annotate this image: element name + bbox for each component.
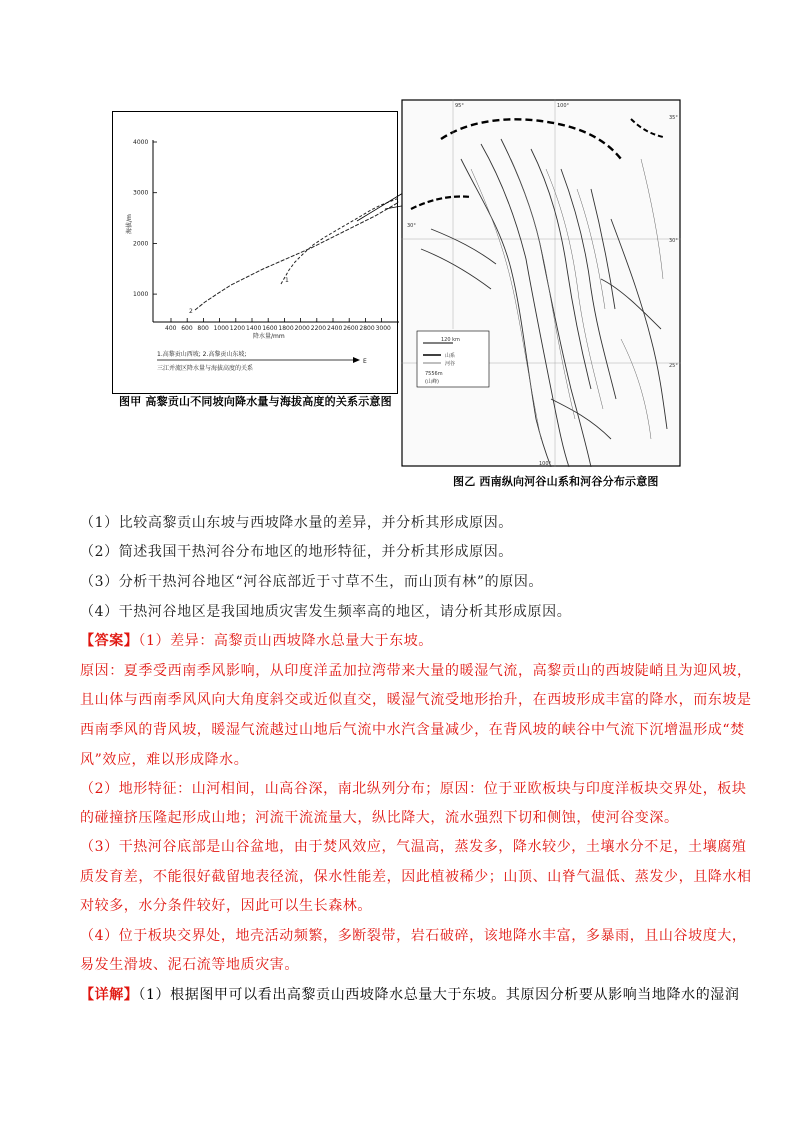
question-3: （3）分析干热河谷地区“河谷底部近于寸草不生，而山顶有林”的原因。 [80,574,544,590]
answer-line: 对较多，水分条件较好，因此可以生长森林。 [80,898,372,914]
detail-line [80,985,740,1005]
map-lon-100: 100° [557,103,570,109]
x-tick-group [165,318,391,332]
question-1: （1）比较高黎贡山东坡与西坡降水量的差异，并分析其形成原因。 [80,515,513,531]
answer-line: 质发育差，不能很好截留地表径流，保水性能差，因此植被稀少；山顶、山脊气温低、蒸发少，且降水相 [80,869,752,885]
detail-text: （1）根据图甲可以看出高黎贡山西坡降水总量大于东坡。其原因分析要从影响当地降水的湿润 [138,987,740,1003]
x-tick-label: 1400 [246,325,262,332]
x-tick-label: 2200 [310,325,327,332]
map-svg [401,99,681,467]
map-lon-95: 95° [455,103,464,109]
answer-line: 风”效应，难以形成降水。 [80,752,249,768]
x-tick-label: 2400 [327,325,343,332]
legend-mountain: 山系 [445,353,456,359]
footnote: 三江并流区降水量与海拔高度的关系 [157,365,254,372]
x-tick-label: 3000 [375,325,391,332]
answer-line: 且山体与西南季风风向大角度斜交或近似直交，暖湿气流受地形抬升，在西坡形成丰富的降水，而东坡是 [80,692,752,708]
map-lat-35: 35° [669,115,678,121]
map-lat-25: 25° [669,363,678,369]
answer-first-line: （1）差异：高黎贡山西坡降水总量大于东坡。 [138,633,433,649]
answer-line: 西南季风的背风坡，暖湿气流越过山地后气流中水汽含量减少，在背风坡的峡谷中气流下沉增温形成“焚 [80,722,745,738]
x-tick-label: 1600 [262,325,278,332]
x-tick-label: 2000 [294,325,310,332]
legend-valley: 河谷 [445,361,456,367]
map-frame [402,100,680,466]
x-tick-label: 1800 [278,325,294,332]
answer-line: （4）位于板块交界处，地壳活动频繁，多断裂带，岩石破碎，该地降水丰富，多暴雨，且山谷坡度大， [80,928,747,944]
figure-a-chart [113,112,399,395]
scale-label: 120 km [441,337,460,343]
x-axis-label: 降水量/mm [253,333,285,340]
x-tick-label: 1200 [229,325,246,332]
answer-line: （3）干热河谷底部是山谷盆地，由于焚风效应，气温高，蒸发多，降水较少，土壤水分不足，土壤腐殖 [80,839,747,855]
x-tick-label: 800 [197,325,209,332]
legend-peak-value: 7556m [425,371,443,377]
y-tick-label: 4000 [133,139,149,146]
curve-2-label: 2 [189,308,193,315]
map-lon-100-bottom: 100° [539,461,552,467]
detail-tag: 【详解】 [80,987,139,1003]
answer-line: 易发生滑坡、泥石流等地质灾害。 [80,957,299,973]
question-2: （2）简述我国干热河谷分布地区的地形特征，并分析其形成原因。 [80,544,513,560]
legend-peak-name: (山峰) [425,379,439,385]
question-4: （4）干热河谷地区是我国地质灾害发生频率高的地区，请分析其形成原因。 [80,604,572,620]
y-tick-label: 3000 [133,189,149,197]
y-tick-label: 1000 [133,291,149,299]
map-lat-30: 30° [669,238,678,244]
answer-line: 的碰撞挤压隆起形成山地；河流干流流量大，纵比降大，流水强烈下切和侧蚀，使河谷变深。 [80,810,679,826]
answer-line: 原因：夏季受西南季风影响，从印度洋孟加拉湾带来大量的暖湿气流，高黎贡山的西坡陡峭且为迎风坡， [80,663,752,679]
y-tick-label: 2000 [133,240,149,248]
arrow-head-icon [353,357,360,363]
answer-heading [80,631,433,651]
map-lat-30-left: 30° [407,223,416,229]
figure-a [112,111,398,394]
figure-b-map [401,99,681,467]
x-tick-label: 1000 [213,325,229,332]
x-tick-label: 2800 [359,325,375,332]
x-tick-label: 600 [181,325,193,332]
answer-tag: 【答案】 [80,633,139,649]
figure-b-caption: 图乙 西南纵向河谷山系和河谷分布示意图 [453,475,659,488]
x-tick-label: 400 [165,325,177,332]
y-axis-label: 海拔/m [126,214,133,234]
legend-text: 1.高黎贡山西坡; 2.高黎贡山东坡; [157,351,247,358]
arrow-label: E [363,358,367,365]
curve-1-label: 1 [285,277,289,284]
figure-a-caption: 图甲 高黎贡山不同坡向降水量与海拔高度的关系示意图 [119,395,392,408]
x-tick-label: 2600 [343,325,359,332]
answer-line: （2）地形特征：山河相间，山高谷深，南北纵列分布；原因：位于亚欧板块与印度洋板块交界处，板块 [80,781,747,797]
